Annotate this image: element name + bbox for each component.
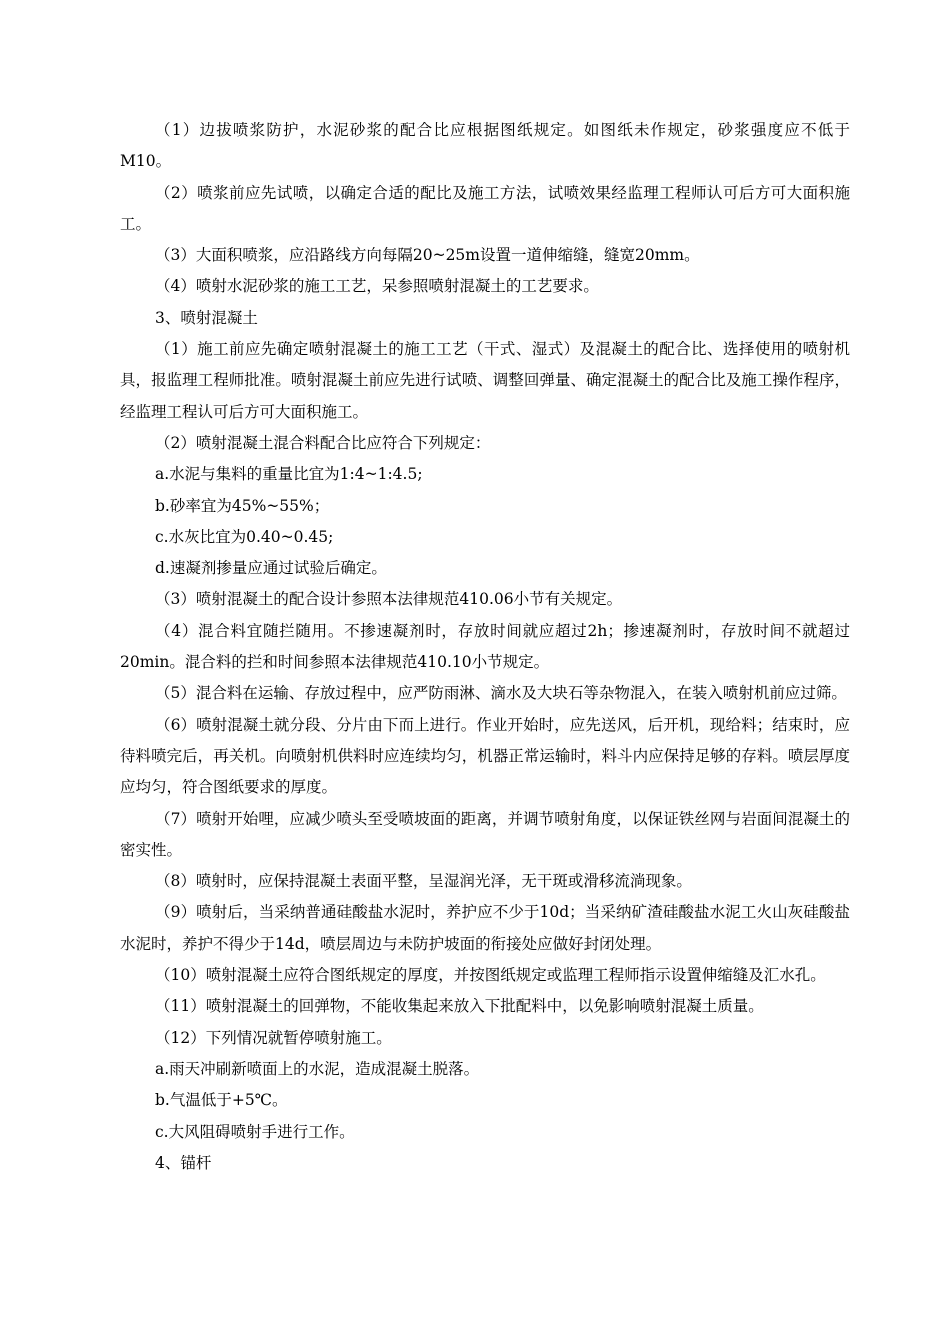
paragraph-3-expansion-joint: （3）大面积喷浆，应沿路线方向每隔20~25m设置一道伸缩缝，缝宽20mm。 <box>155 246 700 265</box>
paragraph-1-mortar-ratio: （1）边拔喷浆防护，水泥砂浆的配合比应根据图纸规定。如图纸未作规定，砂浆强度应不低于M10。 <box>120 121 850 171</box>
list-item-c: c.水灰比宜为0.40~0.45; <box>155 527 334 546</box>
paragraph-shotcrete-4: （4）混合料宜随拦随用。不掺速凝剂时，存放时间就应超过2h；掺速凝剂时，存放时间不就超过20min。混合料的拦和时间参照本法律规范410.10小节规定。 <box>120 621 850 672</box>
list-item-b: b.砂率宜为45%~55%； <box>155 496 330 515</box>
paragraph-2-trial-spray: （2）喷浆前应先试喷，以确定合适的配比及施工方法，试喷效果经监理工程师认可后方可大面积施工。 <box>120 183 850 233</box>
paragraph-4-mortar-process: （4）喷射水泥砂浆的施工工艺，呆参照喷射混凝土的工艺要求。 <box>155 277 599 296</box>
list-item-suspend-c: c.大风阻碍喷射手进行工作。 <box>155 1122 355 1141</box>
section-heading-anchor: 4、锚杆 <box>155 1153 212 1172</box>
section-heading-shotcrete: 3、喷射混凝土 <box>155 308 258 327</box>
paragraph-shotcrete-10: （10）喷射混凝土应符合图纸规定的厚度，并按图纸规定或监理工程师指示设置伸缩缝及汇水孔。 <box>155 966 826 985</box>
list-item-a: a.水泥与集料的重量比宜为1:4~1:4.5; <box>155 465 423 484</box>
paragraph-shotcrete-12: （12）下列情况就暂停喷射施工。 <box>155 1028 392 1047</box>
paragraph-shotcrete-2: （2）喷射混凝土混合料配合比应符合下列规定： <box>155 433 491 452</box>
list-item-d: d.速凝剂掺量应通过试验后确定。 <box>155 559 387 578</box>
paragraph-shotcrete-9: （9）喷射后，当采纳普通硅酸盐水泥时，养护应不少于10d；当采纳矿渣硅酸盐水泥工火山灰硅酸盐水泥时，养护不得少于14d，喷层周边与未防护坡面的衔接处应做好封闭处理。 <box>120 903 850 953</box>
paragraph-shotcrete-3: （3）喷射混凝土的配合设计参照本法律规范410.06小节有关规定。 <box>155 590 623 609</box>
list-item-suspend-a: a.雨天冲刷新喷面上的水泥，造成混凝土脱落。 <box>155 1059 480 1078</box>
paragraph-shotcrete-6: （6）喷射混凝土就分段、分片由下而上进行。作业开始时，应先送风，后开机，现给料；结束时，应待料喷完后，再关机。向喷射机供料时应连续均匀，机器正常运输时，料斗内应保持足够的存料。喷层厚度应均匀，符合图纸要求的厚度。 <box>120 715 850 797</box>
paragraph-shotcrete-8: （8）喷射时，应保持混凝土表面平整，呈湿润光泽，无干斑或滑移流淌现象。 <box>155 872 692 891</box>
paragraph-shotcrete-1: （1）施工前应先确定喷射混凝土的施工工艺（干式、湿式）及混凝土的配合比、选择使用的喷射机具，报监理工程师批准。喷射混凝土前应先进行试喷、调整回弹量、确定混凝土的配合比及施工操作程序，经监理工程认可后方可大面积施工。 <box>120 340 850 421</box>
document-body <box>120 115 850 1179</box>
list-item-suspend-b: b.气温低于+5℃。 <box>155 1091 288 1110</box>
paragraph-shotcrete-5: （5）混合料在运输、存放过程中，应严防雨淋、滴水及大块石等杂物混入，在装入喷射机前应过筛。 <box>155 684 847 703</box>
paragraph-shotcrete-11: （11）喷射混凝土的回弹物，不能收集起来放入下批配料中，以免影响喷射混凝土质量。 <box>155 997 764 1016</box>
paragraph-shotcrete-7: （7）喷射开始哩，应减少喷头至受喷坡面的距离，并调节喷射角度，以保证铁丝网与岩面间混凝土的密实性。 <box>120 809 850 859</box>
